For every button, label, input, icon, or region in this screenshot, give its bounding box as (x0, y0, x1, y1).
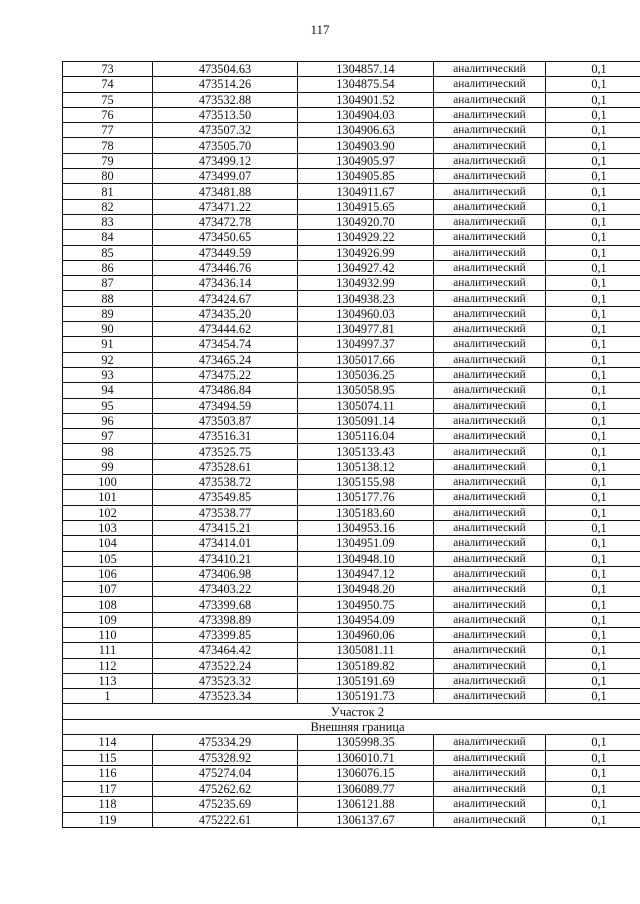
accuracy-cell: 0,1 (546, 138, 640, 153)
x-coordinate-cell: 473472.78 (153, 214, 298, 229)
table-row (63, 153, 640, 168)
point-number-cell: 80 (63, 169, 153, 184)
accuracy-cell: 0,1 (546, 520, 640, 535)
method-cell: аналитический (434, 398, 546, 413)
method-cell: аналитический (434, 77, 546, 92)
table-row (63, 505, 640, 520)
accuracy-cell: 0,1 (546, 92, 640, 107)
page-number: 117 (310, 22, 330, 37)
accuracy-cell: 0,1 (546, 306, 640, 321)
x-coordinate-cell: 473410.21 (153, 551, 298, 566)
table-row (63, 260, 640, 275)
point-number-cell: 106 (63, 566, 153, 581)
method-cell: аналитический (434, 291, 546, 306)
point-number-cell: 82 (63, 199, 153, 214)
x-coordinate-cell: 473513.50 (153, 107, 298, 122)
y-coordinate-cell: 1304954.09 (298, 612, 434, 627)
method-cell: аналитический (434, 766, 546, 782)
accuracy-cell: 0,1 (546, 429, 640, 444)
y-coordinate-cell: 1305189.82 (298, 658, 434, 673)
y-coordinate-cell: 1304911.67 (298, 184, 434, 199)
x-coordinate-cell: 473523.34 (153, 689, 298, 704)
accuracy-cell: 0,1 (546, 337, 640, 352)
section-title: Участок 2 (63, 704, 640, 719)
method-cell: аналитический (434, 475, 546, 490)
x-coordinate-cell: 473505.70 (153, 138, 298, 153)
x-coordinate-cell: 473538.77 (153, 505, 298, 520)
y-coordinate-cell: 1304960.03 (298, 306, 434, 321)
y-coordinate-cell: 1304906.63 (298, 123, 434, 138)
y-coordinate-cell: 1304977.81 (298, 322, 434, 337)
x-coordinate-cell: 473449.59 (153, 245, 298, 260)
method-cell: аналитический (434, 230, 546, 245)
method-cell: аналитический (434, 812, 546, 828)
accuracy-cell: 0,1 (546, 781, 640, 797)
table-row (63, 199, 640, 214)
table-row (63, 536, 640, 551)
method-cell: аналитический (434, 322, 546, 337)
accuracy-cell: 0,1 (546, 627, 640, 642)
point-number-cell: 115 (63, 750, 153, 766)
x-coordinate-cell: 475222.61 (153, 812, 298, 828)
y-coordinate-cell: 1304932.99 (298, 276, 434, 291)
section-header (63, 704, 640, 735)
table-row (63, 92, 640, 107)
table-row (63, 627, 640, 642)
accuracy-cell: 0,1 (546, 735, 640, 751)
method-cell: аналитический (434, 781, 546, 797)
point-number-cell: 111 (63, 643, 153, 658)
table-row (63, 643, 640, 658)
x-coordinate-cell: 473499.12 (153, 153, 298, 168)
y-coordinate-cell: 1304948.20 (298, 582, 434, 597)
method-cell: аналитический (434, 184, 546, 199)
x-coordinate-cell: 473504.63 (153, 62, 298, 77)
x-coordinate-cell: 475334.29 (153, 735, 298, 751)
accuracy-cell: 0,1 (546, 107, 640, 122)
coordinates-table-body-part1 (63, 62, 640, 704)
point-number-cell: 78 (63, 138, 153, 153)
y-coordinate-cell: 1304905.97 (298, 153, 434, 168)
method-cell: аналитический (434, 352, 546, 367)
y-coordinate-cell: 1305081.11 (298, 643, 434, 658)
method-cell: аналитический (434, 566, 546, 581)
y-coordinate-cell: 1304905.85 (298, 169, 434, 184)
y-coordinate-cell: 1305191.73 (298, 689, 434, 704)
method-cell: аналитический (434, 459, 546, 474)
method-cell: аналитический (434, 520, 546, 535)
y-coordinate-cell: 1306089.77 (298, 781, 434, 797)
method-cell: аналитический (434, 337, 546, 352)
method-cell: аналитический (434, 169, 546, 184)
x-coordinate-cell: 475328.92 (153, 750, 298, 766)
point-number-cell: 97 (63, 429, 153, 444)
y-coordinate-cell: 1304901.52 (298, 92, 434, 107)
accuracy-cell: 0,1 (546, 459, 640, 474)
table-row (63, 566, 640, 581)
accuracy-cell: 0,1 (546, 398, 640, 413)
x-coordinate-cell: 475262.62 (153, 781, 298, 797)
y-coordinate-cell: 1304915.65 (298, 199, 434, 214)
table-row (63, 582, 640, 597)
x-coordinate-cell: 473528.61 (153, 459, 298, 474)
method-cell: аналитический (434, 123, 546, 138)
method-cell: аналитический (434, 413, 546, 428)
table-row (63, 413, 640, 428)
accuracy-cell: 0,1 (546, 291, 640, 306)
table-row (63, 551, 640, 566)
accuracy-cell: 0,1 (546, 797, 640, 813)
method-cell: аналитический (434, 138, 546, 153)
accuracy-cell: 0,1 (546, 230, 640, 245)
table-row (63, 750, 640, 766)
x-coordinate-cell: 473406.98 (153, 566, 298, 581)
point-number-cell: 103 (63, 520, 153, 535)
y-coordinate-cell: 1305036.25 (298, 367, 434, 382)
point-number-cell: 113 (63, 673, 153, 688)
point-number-cell: 94 (63, 383, 153, 398)
accuracy-cell: 0,1 (546, 184, 640, 199)
table-row (63, 781, 640, 797)
x-coordinate-cell: 473415.21 (153, 520, 298, 535)
method-cell: аналитический (434, 276, 546, 291)
x-coordinate-cell: 473446.76 (153, 260, 298, 275)
accuracy-cell: 0,1 (546, 62, 640, 77)
table-row (63, 138, 640, 153)
method-cell: аналитический (434, 536, 546, 551)
accuracy-cell: 0,1 (546, 582, 640, 597)
table-row (63, 291, 640, 306)
y-coordinate-cell: 1304857.14 (298, 62, 434, 77)
point-number-cell: 96 (63, 413, 153, 428)
point-number-cell: 102 (63, 505, 153, 520)
x-coordinate-cell: 473399.68 (153, 597, 298, 612)
accuracy-cell: 0,1 (546, 383, 640, 398)
point-number-cell: 90 (63, 322, 153, 337)
method-cell: аналитический (434, 367, 546, 382)
point-number-cell: 114 (63, 735, 153, 751)
x-coordinate-cell: 473514.26 (153, 77, 298, 92)
method-cell: аналитический (434, 199, 546, 214)
table-row (63, 214, 640, 229)
table-row (63, 245, 640, 260)
table-row (63, 490, 640, 505)
subsection-title: Внешняя граница (63, 719, 640, 734)
point-number-cell: 116 (63, 766, 153, 782)
table-row (63, 520, 640, 535)
accuracy-cell: 0,1 (546, 322, 640, 337)
method-cell: аналитический (434, 153, 546, 168)
x-coordinate-cell: 473522.24 (153, 658, 298, 673)
point-number-cell: 105 (63, 551, 153, 566)
coordinates-table-body-part2 (63, 735, 640, 828)
y-coordinate-cell: 1305074.11 (298, 398, 434, 413)
method-cell: аналитический (434, 245, 546, 260)
point-number-cell: 91 (63, 337, 153, 352)
point-number-cell: 104 (63, 536, 153, 551)
table-row (63, 459, 640, 474)
point-number-cell: 76 (63, 107, 153, 122)
y-coordinate-cell: 1304951.09 (298, 536, 434, 551)
method-cell: аналитический (434, 673, 546, 688)
table-row (63, 306, 640, 321)
point-number-cell: 100 (63, 475, 153, 490)
accuracy-cell: 0,1 (546, 673, 640, 688)
y-coordinate-cell: 1306076.15 (298, 766, 434, 782)
accuracy-cell: 0,1 (546, 597, 640, 612)
table-row (63, 658, 640, 673)
point-number-cell: 117 (63, 781, 153, 797)
accuracy-cell: 0,1 (546, 490, 640, 505)
table-row (63, 597, 640, 612)
x-coordinate-cell: 473444.62 (153, 322, 298, 337)
method-cell: аналитический (434, 490, 546, 505)
y-coordinate-cell: 1306010.71 (298, 750, 434, 766)
x-coordinate-cell: 473507.32 (153, 123, 298, 138)
y-coordinate-cell: 1305177.76 (298, 490, 434, 505)
y-coordinate-cell: 1304947.12 (298, 566, 434, 581)
x-coordinate-cell: 473481.88 (153, 184, 298, 199)
method-cell: аналитический (434, 658, 546, 673)
x-coordinate-cell: 475274.04 (153, 766, 298, 782)
point-number-cell: 73 (63, 62, 153, 77)
y-coordinate-cell: 1304997.37 (298, 337, 434, 352)
point-number-cell: 109 (63, 612, 153, 627)
table-row (63, 673, 640, 688)
method-cell: аналитический (434, 107, 546, 122)
accuracy-cell: 0,1 (546, 276, 640, 291)
method-cell: аналитический (434, 260, 546, 275)
table-row (63, 169, 640, 184)
x-coordinate-cell: 473398.89 (153, 612, 298, 627)
accuracy-cell: 0,1 (546, 766, 640, 782)
method-cell: аналитический (434, 689, 546, 704)
accuracy-cell: 0,1 (546, 199, 640, 214)
y-coordinate-cell: 1305116.04 (298, 429, 434, 444)
accuracy-cell: 0,1 (546, 689, 640, 704)
point-number-cell: 93 (63, 367, 153, 382)
y-coordinate-cell: 1304950.75 (298, 597, 434, 612)
accuracy-cell: 0,1 (546, 475, 640, 490)
x-coordinate-cell: 473450.65 (153, 230, 298, 245)
x-coordinate-cell: 473403.22 (153, 582, 298, 597)
method-cell: аналитический (434, 306, 546, 321)
accuracy-cell: 0,1 (546, 153, 640, 168)
table-row (63, 107, 640, 122)
table-row (63, 475, 640, 490)
point-number-cell: 1 (63, 689, 153, 704)
y-coordinate-cell: 1304927.42 (298, 260, 434, 275)
accuracy-cell: 0,1 (546, 367, 640, 382)
y-coordinate-cell: 1304926.99 (298, 245, 434, 260)
accuracy-cell: 0,1 (546, 612, 640, 627)
table-row (63, 230, 640, 245)
accuracy-cell: 0,1 (546, 413, 640, 428)
y-coordinate-cell: 1305058.95 (298, 383, 434, 398)
table-row (63, 444, 640, 459)
y-coordinate-cell: 1304929.22 (298, 230, 434, 245)
y-coordinate-cell: 1305998.35 (298, 735, 434, 751)
accuracy-cell: 0,1 (546, 214, 640, 229)
accuracy-cell: 0,1 (546, 260, 640, 275)
x-coordinate-cell: 473414.01 (153, 536, 298, 551)
table-row (63, 612, 640, 627)
table-row (63, 429, 640, 444)
y-coordinate-cell: 1305133.43 (298, 444, 434, 459)
point-number-cell: 88 (63, 291, 153, 306)
coordinates-table (62, 61, 640, 828)
table-row (63, 812, 640, 828)
table-row (63, 123, 640, 138)
y-coordinate-cell: 1304948.10 (298, 551, 434, 566)
x-coordinate-cell: 473454.74 (153, 337, 298, 352)
method-cell: аналитический (434, 551, 546, 566)
y-coordinate-cell: 1304938.23 (298, 291, 434, 306)
method-cell: аналитический (434, 612, 546, 627)
point-number-cell: 107 (63, 582, 153, 597)
method-cell: аналитический (434, 582, 546, 597)
point-number-cell: 119 (63, 812, 153, 828)
y-coordinate-cell: 1306137.67 (298, 812, 434, 828)
point-number-cell: 85 (63, 245, 153, 260)
y-coordinate-cell: 1304960.06 (298, 627, 434, 642)
accuracy-cell: 0,1 (546, 169, 640, 184)
x-coordinate-cell: 473424.67 (153, 291, 298, 306)
table-row (63, 398, 640, 413)
table-row (63, 367, 640, 382)
method-cell: аналитический (434, 429, 546, 444)
x-coordinate-cell: 473399.85 (153, 627, 298, 642)
method-cell: аналитический (434, 62, 546, 77)
x-coordinate-cell: 473538.72 (153, 475, 298, 490)
table-row (63, 689, 640, 704)
method-cell: аналитический (434, 597, 546, 612)
x-coordinate-cell: 475235.69 (153, 797, 298, 813)
table-row (63, 322, 640, 337)
y-coordinate-cell: 1304903.90 (298, 138, 434, 153)
y-coordinate-cell: 1306121.88 (298, 797, 434, 813)
accuracy-cell: 0,1 (546, 245, 640, 260)
accuracy-cell: 0,1 (546, 505, 640, 520)
point-number-cell: 112 (63, 658, 153, 673)
method-cell: аналитический (434, 383, 546, 398)
method-cell: аналитический (434, 750, 546, 766)
accuracy-cell: 0,1 (546, 750, 640, 766)
point-number-cell: 74 (63, 77, 153, 92)
x-coordinate-cell: 473486.84 (153, 383, 298, 398)
accuracy-cell: 0,1 (546, 643, 640, 658)
x-coordinate-cell: 473499.07 (153, 169, 298, 184)
table-row (63, 383, 640, 398)
x-coordinate-cell: 473503.87 (153, 413, 298, 428)
point-number-cell: 118 (63, 797, 153, 813)
point-number-cell: 81 (63, 184, 153, 199)
point-number-cell: 108 (63, 597, 153, 612)
x-coordinate-cell: 473471.22 (153, 199, 298, 214)
table-row (63, 276, 640, 291)
x-coordinate-cell: 473435.20 (153, 306, 298, 321)
accuracy-cell: 0,1 (546, 536, 640, 551)
y-coordinate-cell: 1305017.66 (298, 352, 434, 367)
table-row (63, 62, 640, 77)
method-cell: аналитический (434, 735, 546, 751)
accuracy-cell: 0,1 (546, 658, 640, 673)
table-row (63, 735, 640, 751)
point-number-cell: 83 (63, 214, 153, 229)
method-cell: аналитический (434, 627, 546, 642)
table-row (63, 766, 640, 782)
method-cell: аналитический (434, 444, 546, 459)
method-cell: аналитический (434, 797, 546, 813)
accuracy-cell: 0,1 (546, 566, 640, 581)
point-number-cell: 84 (63, 230, 153, 245)
point-number-cell: 77 (63, 123, 153, 138)
accuracy-cell: 0,1 (546, 77, 640, 92)
accuracy-cell: 0,1 (546, 551, 640, 566)
point-number-cell: 75 (63, 92, 153, 107)
x-coordinate-cell: 473549.85 (153, 490, 298, 505)
x-coordinate-cell: 473516.31 (153, 429, 298, 444)
x-coordinate-cell: 473436.14 (153, 276, 298, 291)
accuracy-cell: 0,1 (546, 352, 640, 367)
y-coordinate-cell: 1305191.69 (298, 673, 434, 688)
x-coordinate-cell: 473465.24 (153, 352, 298, 367)
table-row (63, 337, 640, 352)
y-coordinate-cell: 1305138.12 (298, 459, 434, 474)
method-cell: аналитический (434, 505, 546, 520)
point-number-cell: 110 (63, 627, 153, 642)
y-coordinate-cell: 1304953.16 (298, 520, 434, 535)
point-number-cell: 99 (63, 459, 153, 474)
accuracy-cell: 0,1 (546, 123, 640, 138)
x-coordinate-cell: 473475.22 (153, 367, 298, 382)
table-row (63, 797, 640, 813)
y-coordinate-cell: 1305155.98 (298, 475, 434, 490)
point-number-cell: 101 (63, 490, 153, 505)
y-coordinate-cell: 1305091.14 (298, 413, 434, 428)
point-number-cell: 98 (63, 444, 153, 459)
point-number-cell: 92 (63, 352, 153, 367)
point-number-cell: 86 (63, 260, 153, 275)
point-number-cell: 95 (63, 398, 153, 413)
table-row (63, 77, 640, 92)
x-coordinate-cell: 473525.75 (153, 444, 298, 459)
x-coordinate-cell: 473494.59 (153, 398, 298, 413)
point-number-cell: 79 (63, 153, 153, 168)
table-row (63, 352, 640, 367)
x-coordinate-cell: 473532.88 (153, 92, 298, 107)
accuracy-cell: 0,1 (546, 812, 640, 828)
y-coordinate-cell: 1305183.60 (298, 505, 434, 520)
method-cell: аналитический (434, 643, 546, 658)
y-coordinate-cell: 1304920.70 (298, 214, 434, 229)
method-cell: аналитический (434, 92, 546, 107)
method-cell: аналитический (434, 214, 546, 229)
point-number-cell: 87 (63, 276, 153, 291)
point-number-cell: 89 (63, 306, 153, 321)
accuracy-cell: 0,1 (546, 444, 640, 459)
table-row (63, 184, 640, 199)
y-coordinate-cell: 1304875.54 (298, 77, 434, 92)
y-coordinate-cell: 1304904.03 (298, 107, 434, 122)
x-coordinate-cell: 473464.42 (153, 643, 298, 658)
x-coordinate-cell: 473523.32 (153, 673, 298, 688)
